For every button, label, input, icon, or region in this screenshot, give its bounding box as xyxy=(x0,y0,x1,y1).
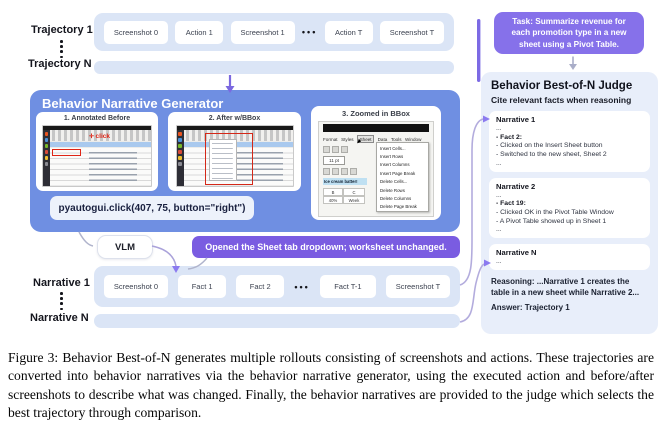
judge-card-line: - Fact 2: xyxy=(496,133,523,141)
menu-item: Insert Cells... xyxy=(380,145,406,151)
cursor-icon xyxy=(357,139,361,145)
grid-cell: C xyxy=(343,188,365,196)
behavior-best-of-n-judge xyxy=(481,72,658,334)
after-bbox-card xyxy=(168,112,301,191)
judge-narrative-n-card xyxy=(489,244,650,270)
judge-card-title: Narrative 2 xyxy=(496,181,536,191)
ellipsis-horizontal-icon: ••• xyxy=(301,27,318,37)
trajectory-n-label: Trajectory N xyxy=(28,58,92,70)
trajectory-step-chip: Action 1 xyxy=(175,21,223,44)
menu-item: Delete Cells... xyxy=(380,179,408,185)
menu-item: Insert Page Break xyxy=(380,170,416,176)
annotated-before-label: 1. Annotated Before xyxy=(63,115,131,122)
judge-card-line: - Clicked OK in the Pivot Table Window xyxy=(496,208,614,216)
narrative-step-chip: Fact 1 xyxy=(178,275,226,298)
judge-narrative-2-card xyxy=(489,178,650,239)
judge-card-line: ... xyxy=(496,258,502,266)
vlm-box: VLM xyxy=(97,235,153,259)
trajectory-1-label: Trajectory 1 xyxy=(31,24,93,36)
window-titlebar xyxy=(323,124,429,132)
red-bounding-box xyxy=(205,133,253,185)
narrative-n-label: Narrative N xyxy=(30,312,89,324)
judge-card-title: Narrative 1 xyxy=(496,115,536,124)
judge-card-line: - A Pivot Table showed up in Sheet 1 xyxy=(496,217,607,225)
task-box: Task: Summarize revenue for each promotion type in a new sheet using a Pivot Table. xyxy=(494,12,644,54)
judge-card-line: ... xyxy=(496,125,502,132)
judge-card-line: - Clicked on the Insert Sheet button xyxy=(496,142,603,150)
menu-tab: Tools xyxy=(390,136,402,142)
sheet-menu-dropdown xyxy=(376,142,429,212)
screenshot-after-bbox xyxy=(176,125,294,187)
generator-title: Behavior Narrative Generator xyxy=(42,96,224,111)
judge-narrative-1-card xyxy=(489,111,650,172)
red-annotation-box xyxy=(52,149,81,156)
narrative-1-label: Narrative 1 xyxy=(33,277,90,289)
narrative-step-chip: Screenshot 0 xyxy=(104,275,168,298)
zoomed-bbox-label: 3. Zoomed in BBox xyxy=(342,109,410,118)
judge-reasoning: Reasoning: ...Narrative 1 creates the table in a new sheet while Narrative 2... xyxy=(491,276,640,297)
narrative-n-bar xyxy=(94,314,460,328)
menu-item: Delete Columns xyxy=(380,195,412,201)
menu-tab: Data xyxy=(377,136,388,142)
narrative-1-bar xyxy=(94,266,460,307)
trajectory-1-bar xyxy=(94,13,454,51)
grid-cell: B xyxy=(323,188,343,196)
toolbar-column xyxy=(323,146,369,204)
action-code-box: pyautogui.click(407, 75, button="right") xyxy=(50,196,254,220)
annotated-before-card xyxy=(36,112,158,191)
selected-row xyxy=(50,142,151,147)
zoomed-bbox-card xyxy=(311,106,441,220)
toolbar-icons xyxy=(323,146,369,153)
trajectory-step-chip: Screenshot 1 xyxy=(231,21,295,44)
trajectory-step-chip: Action T xyxy=(325,21,373,44)
judge-card-line: ... xyxy=(496,191,502,199)
menu-item: Delete Rows xyxy=(380,187,405,193)
menu-tab-sheet: Sheet xyxy=(357,135,374,143)
menu-tab: Window xyxy=(405,136,422,142)
behavior-narrative-generator xyxy=(30,90,460,232)
judge-subtitle: Cite relevant facts when reasoning xyxy=(491,95,632,105)
screenshot-zoomed-bbox xyxy=(318,121,434,217)
spreadsheet-text-column xyxy=(89,150,137,184)
trajectory-step-chip: Screenshot 0 xyxy=(104,21,168,44)
judge-card-line: - Switched to the new sheet, Sheet 2 xyxy=(496,151,607,159)
narrative-step-chip: Fact 2 xyxy=(236,275,284,298)
judge-card-line: - Fact 19: xyxy=(496,200,526,208)
judge-card-line: ... xyxy=(496,226,502,234)
menu-item: Insert Columns xyxy=(380,162,410,168)
judge-answer: Answer: Trajectory 1 xyxy=(491,302,570,312)
narrative-step-chip: Screenshot T xyxy=(386,275,450,298)
screenshot-annotated-before xyxy=(42,125,152,187)
judge-card-title: Narrative N xyxy=(496,248,537,258)
narrative-step-chip: Fact T-1 xyxy=(320,275,376,298)
judge-title: Behavior Best-of-N Judge xyxy=(491,80,633,92)
menu-tab: Styles xyxy=(341,136,354,142)
narrative-output-box: Opened the Sheet tab dropdown; worksheet unchanged. xyxy=(192,236,460,258)
menu-item: Insert Rows xyxy=(380,153,404,159)
cell-grid xyxy=(323,188,369,204)
font-size-box: 11 pt xyxy=(323,156,345,165)
crosshair-icon: ✛ xyxy=(89,133,95,140)
toolbar-icons xyxy=(323,168,369,175)
ubuntu-dock xyxy=(177,130,184,186)
trajectory-step-chip: Screenshot T xyxy=(380,21,444,44)
ubuntu-dock xyxy=(43,130,50,186)
grid-cell: Week xyxy=(343,196,365,204)
figure-caption: Figure 3: Behavior Best-of-N generates multiple rollouts consisting of screenshots and actions. These trajectories are converted into behavior narratives via the behavior narrative generator, using the executed action and before/after screenshots to describe what was changed. Finally, the behavior narratives are provided to the judge which selects the best trajectory through comparison. xyxy=(8,350,654,421)
judge-card-line: ... xyxy=(496,159,502,167)
ellipsis-vertical-icon xyxy=(60,40,63,58)
menu-item: Delete Page Break xyxy=(380,204,417,210)
click-annotation xyxy=(89,133,110,140)
ellipsis-vertical-icon xyxy=(60,292,63,310)
grid-cell: 40% xyxy=(323,196,343,204)
trajectory-n-bar xyxy=(94,61,454,74)
after-bbox-label: 2. After w/BBox xyxy=(208,115,261,122)
ellipsis-horizontal-icon: ••• xyxy=(294,281,310,292)
click-annotation-label: click xyxy=(95,133,110,140)
highlighted-cell: Ice cream batter! xyxy=(323,178,367,185)
menu-tab: Format xyxy=(323,136,338,142)
